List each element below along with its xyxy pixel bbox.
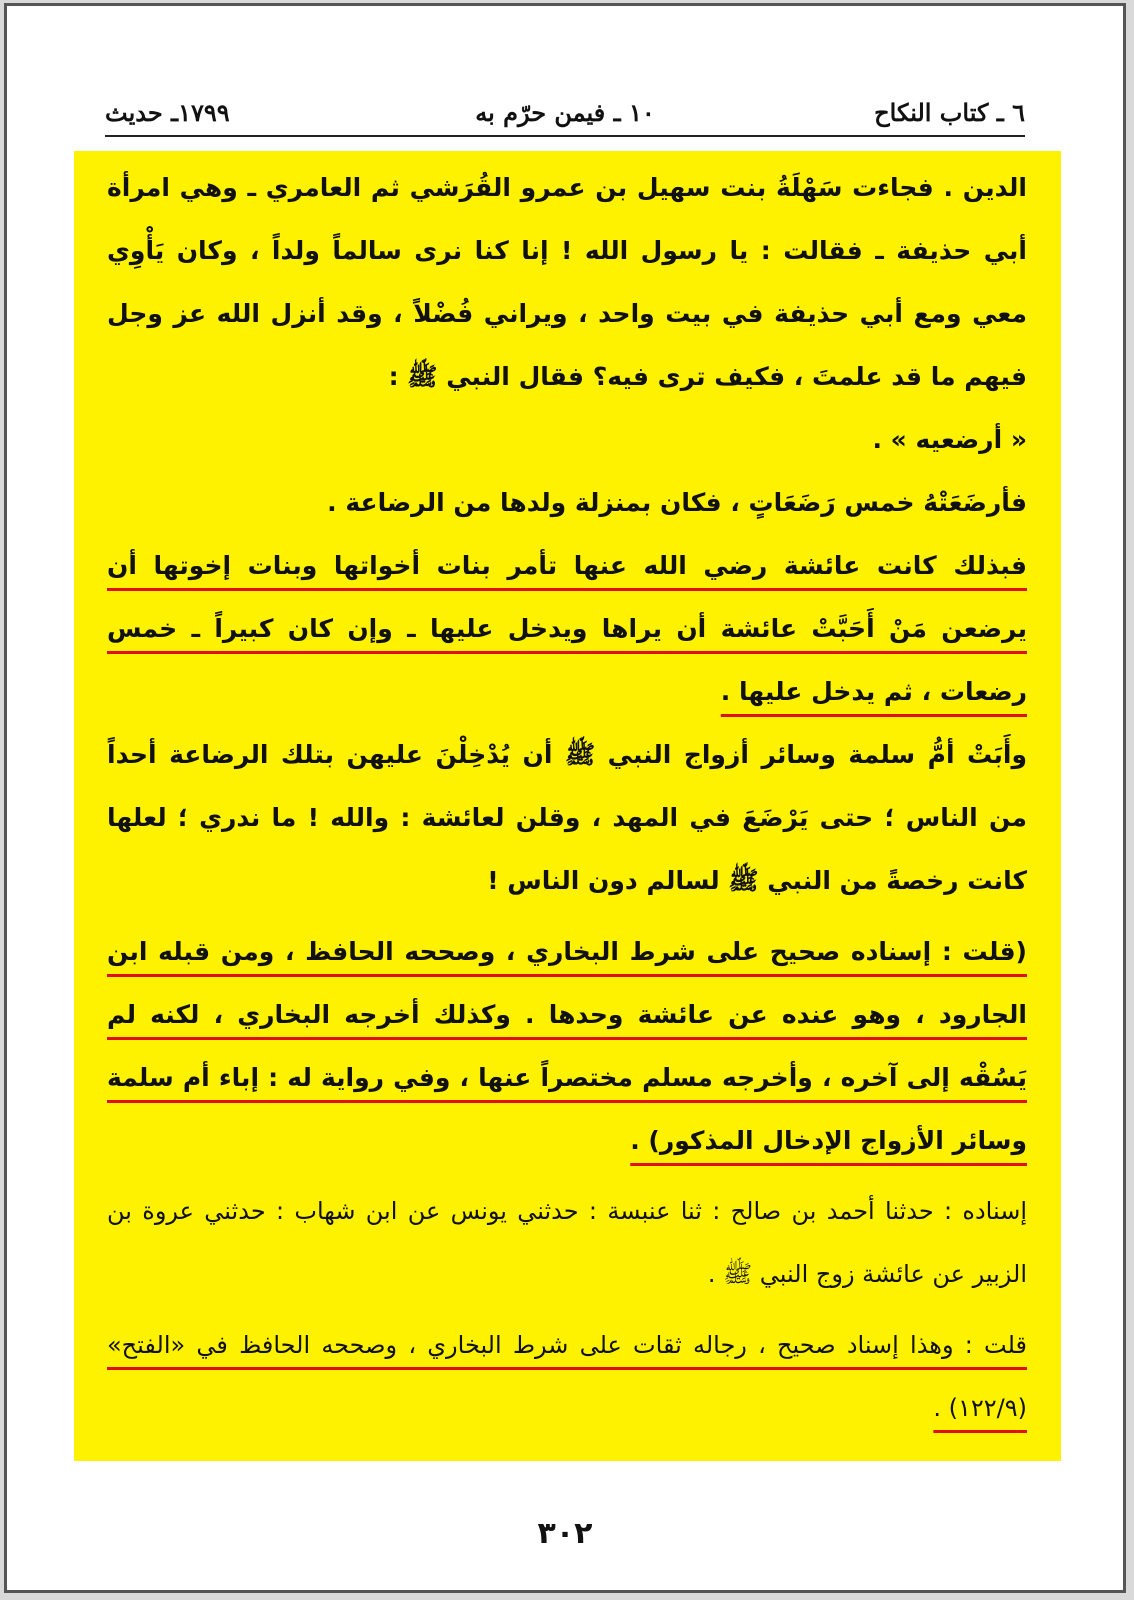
paragraph-suckling: فأرضَعَتْهُ خمس رَضَعَاتٍ ، فكان بمنزلة ولدها من الرضاعة . (327, 488, 1027, 517)
underlined-text: فبذلك كانت عائشة رضي الله عنها تأمر بنات أخواتها وبنات إخوتها أن يرضعن مَنْ أَحَبَّتْ عائشة أن يراها ويدخل عليها ـ وإن كان كبيراً ـ خمس رضعات ، ثم يدخل عليها . (107, 551, 1027, 706)
page-body (107, 156, 1027, 1440)
paragraph-isnad: إسناده : حدثنا أحمد بن صالح : ثنا عنبسة : حدثني يونس عن ابن شهاب : حدثني عروة بن الزبير عن عائشة زوج النبي ﷺ . (107, 1197, 1027, 1288)
running-header (105, 98, 1025, 138)
header-hadith-number: ١٧٩٩ـ حديث (105, 98, 230, 127)
underlined-text: قلت : وهذا إسناد صحيح ، رجاله ثقات على شرط البخاري ، وصححه الحافظ في «الفتح» (١٢٢/٩) . (107, 1331, 1027, 1422)
header-section: ١٠ ـ فيمن حرّم به (475, 98, 655, 127)
underlined-text: (قلت : إسناده صحيح على شرط البخاري ، وصححه الحافظ ، ومن قبله ابن الجارود ، وهو عنده عن عائشة وحدها . وكذلك أخرجه البخاري ، لكنه لم يَسُقْه إلى آخره ، وأخرجه مسلم مختصراً عنها ، وفي رواية له : إباء أم سلمة وسائر الأزواج الإدخال المذكور) . (107, 937, 1027, 1155)
paragraph-quote: « أرضعيه » . (872, 425, 1027, 454)
header-divider (105, 135, 1025, 137)
page-number: ٣٠٢ (537, 1516, 593, 1551)
paragraph-aisha-practice (107, 534, 1027, 723)
paragraph-narration: الدين . فجاءت سَهْلَةُ بنت سهيل بن عمرو القُرَشي ثم العامري ـ وهي امرأة أبي حذيفة ـ فقالت : يا رسول الله ! إنا كنا نرى سالماً ولداً ، وكان يَأْوِي معي ومع أبي حذيفة في بيت واحد ، ويراني فُضْلاً ، وقد أنزل الله عز وجل فيهم ما قد علمتَ ، فكيف ترى فيه؟ فقال النبي ﷺ : (107, 173, 1027, 391)
book-page (4, 3, 1126, 1593)
paragraph-umm-salama: وأَبَتْ أمُّ سلمة وسائر أزواج النبي ﷺ أن يُدْخِلْنَ عليهن بتلك الرضاعة أحداً من الناس ؛ حتى يَرْضَعَ في المهد ، وقلن لعائشة : والله ! ما ندري ؛ لعلها كانت رخصةً من النبي ﷺ لسالم دون الناس ! (107, 740, 1027, 895)
paragraph-grading-note (107, 920, 1027, 1172)
header-chapter: ٦ ـ كتاب النكاح (874, 98, 1025, 127)
paragraph-verdict (107, 1314, 1027, 1440)
